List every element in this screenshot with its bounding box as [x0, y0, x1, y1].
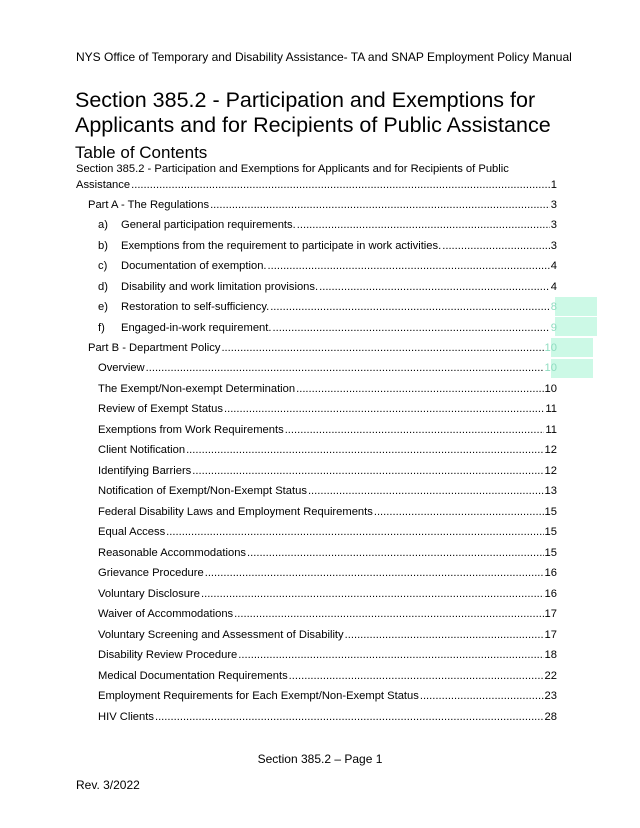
toc-entry-page: 15 — [544, 526, 557, 538]
toc-entry-label: Employment Requirements for Each Exempt/Non-Exempt Status — [98, 690, 419, 702]
toc-entry-part-b-item[interactable] — [98, 362, 557, 378]
toc-entry-label: Restoration to self-sufficiency. — [121, 301, 270, 313]
toc-entry-label: Grievance Procedure — [98, 567, 204, 579]
toc-entry-part-b-item[interactable] — [98, 526, 557, 542]
toc-entry-page: 11 — [545, 423, 557, 436]
toc-entry-label: Identifying Barriers — [98, 464, 192, 477]
page-title: Section 385.2 - Participation and Exemptions for Applicants and for Recipients of Public Assistance — [75, 88, 551, 137]
toc-entry-page: 10 — [544, 362, 557, 374]
toc-entry-part-b-item[interactable] — [98, 465, 557, 481]
toc-entry-part-a-item[interactable] — [98, 301, 557, 317]
toc-entry-part-a-item[interactable] — [98, 322, 557, 338]
toc-entry-label: Documentation of exemption. — [121, 260, 267, 272]
toc-entry-page: 4 — [550, 281, 557, 293]
toc-entry-label: The Exempt/Non-exempt Determination — [98, 382, 296, 395]
toc-entry-page: 17 — [544, 628, 557, 641]
toc-entry-label: Voluntary Screening and Assessment of Disability — [98, 628, 344, 641]
toc-entry-label: Notification of Exempt/Non-Exempt Status — [98, 485, 307, 497]
toc-entry-section[interactable] — [76, 179, 557, 195]
toc-entry-part-b-item[interactable] — [98, 690, 557, 706]
toc-entry-part-a[interactable] — [88, 199, 557, 215]
toc-entry-part-b-item[interactable] — [98, 444, 557, 460]
toc-entry-number: d) — [98, 281, 108, 293]
toc-entry-part-b-item[interactable] — [98, 403, 557, 419]
toc-entry-number: c) — [98, 260, 108, 272]
toc-entry-label: Equal Access — [98, 526, 166, 538]
toc-entry-part-b-item[interactable] — [98, 588, 557, 604]
toc-entry-number: b) — [98, 240, 108, 252]
toc-entry-part-b-item[interactable] — [98, 383, 557, 399]
toc-entry-number: a) — [98, 219, 108, 231]
toc-entry-label: Disability and work limitation provisions. — [121, 281, 319, 293]
toc-entry-number: e) — [98, 301, 108, 313]
toc-entry-label: Part A - The Regulations — [88, 199, 210, 211]
toc-entry-page: 16 — [544, 587, 557, 600]
toc-entry-part-a-item[interactable] — [98, 219, 557, 235]
toc-entry-number: f) — [98, 322, 105, 334]
toc-entry-part-b-item[interactable] — [98, 608, 557, 624]
toc-entry-page: 3 — [550, 199, 557, 211]
toc-heading: Table of Contents — [75, 143, 208, 162]
toc-entry-page: 12 — [544, 444, 557, 456]
toc-entry-part-a-item[interactable] — [98, 240, 557, 256]
highlight-box — [555, 297, 597, 316]
toc-entry-page: 12 — [544, 464, 557, 477]
toc-entry-part-b-item[interactable] — [98, 547, 557, 563]
toc-entry-label: Review of Exempt Status — [98, 403, 223, 415]
toc-entry-part-b-item[interactable] — [98, 485, 557, 501]
toc-entry-page: 9 — [550, 322, 557, 334]
toc-entry-page: 3 — [550, 240, 557, 252]
toc-entry-page: 10 — [544, 382, 557, 395]
toc-entry-part-a-item[interactable] — [98, 281, 557, 297]
revision-label: Rev. 3/2022 — [76, 778, 140, 792]
toc-entry-page: 11 — [545, 403, 557, 415]
toc-entry-part-b-item[interactable] — [98, 629, 557, 645]
toc-entry-page: 15 — [544, 505, 557, 518]
toc-entry-page: 8 — [550, 301, 557, 313]
page-header: NYS Office of Temporary and Disability Assistance- TA and SNAP Employment Policy Manual — [76, 50, 572, 64]
toc-entry-page: 18 — [544, 649, 557, 661]
toc-entry-part-a-item[interactable] — [98, 260, 557, 276]
toc-entry-part-b-item[interactable] — [98, 711, 557, 727]
highlight-box — [551, 338, 593, 357]
toc-entry-label: Disability Review Procedure — [98, 649, 238, 661]
toc-entry-page: 4 — [550, 260, 557, 272]
toc-entry-section-line1[interactable]: Section 385.2 - Participation and Exemptions for Applicants and for Recipients of Public — [76, 163, 509, 175]
toc-entry-page: 3 — [550, 219, 557, 231]
toc-entry-part-b-item[interactable] — [98, 424, 557, 440]
toc-entry-page: 28 — [544, 710, 557, 723]
toc-entry-page: 10 — [544, 342, 557, 354]
toc-entry-label: Engaged-in-work requirement. — [121, 322, 272, 334]
toc-entry-label: Part B - Department Policy — [88, 342, 221, 354]
toc-entry-label: Exemptions from the requirement to participate in work activities. — [121, 240, 442, 252]
toc-entry-part-b[interactable] — [88, 342, 557, 358]
toc-entry-label: Overview — [98, 362, 145, 374]
toc-entry-part-b-item[interactable] — [98, 649, 557, 665]
toc-entry-label: HIV Clients — [98, 710, 154, 723]
toc-entry-label: Exemptions from Work Requirements — [98, 423, 284, 436]
toc-entry-page: 22 — [544, 669, 557, 682]
toc-entry-part-b-item[interactable] — [98, 567, 557, 583]
toc-entry-page: 23 — [544, 690, 557, 702]
toc-entry-part-b-item[interactable] — [98, 506, 557, 522]
toc-entry-label: Voluntary Disclosure — [98, 587, 200, 600]
toc-entry-label: Client Notification — [98, 444, 186, 456]
highlight-box — [555, 317, 597, 336]
toc-entry-page: 15 — [544, 546, 557, 559]
toc-entry-page: 17 — [544, 608, 557, 620]
toc-entry-part-b-item[interactable] — [98, 670, 557, 686]
toc-entry-label: Assistance — [76, 179, 131, 191]
toc-entry-label: Federal Disability Laws and Employment Requirements — [98, 505, 373, 518]
toc-entry-label: Reasonable Accommodations — [98, 546, 247, 559]
highlight-box — [551, 359, 593, 378]
toc-entry-page: 16 — [544, 567, 557, 579]
toc-entry-label: Waiver of Accommodations — [98, 608, 234, 620]
toc-entry-label: Medical Documentation Requirements — [98, 669, 288, 682]
toc-entry-page: 1 — [550, 179, 557, 191]
page-footer: Section 385.2 – Page 1 — [257, 752, 383, 766]
toc-entry-label: General participation requirements. — [121, 219, 296, 231]
toc-entry-page: 13 — [544, 485, 557, 497]
